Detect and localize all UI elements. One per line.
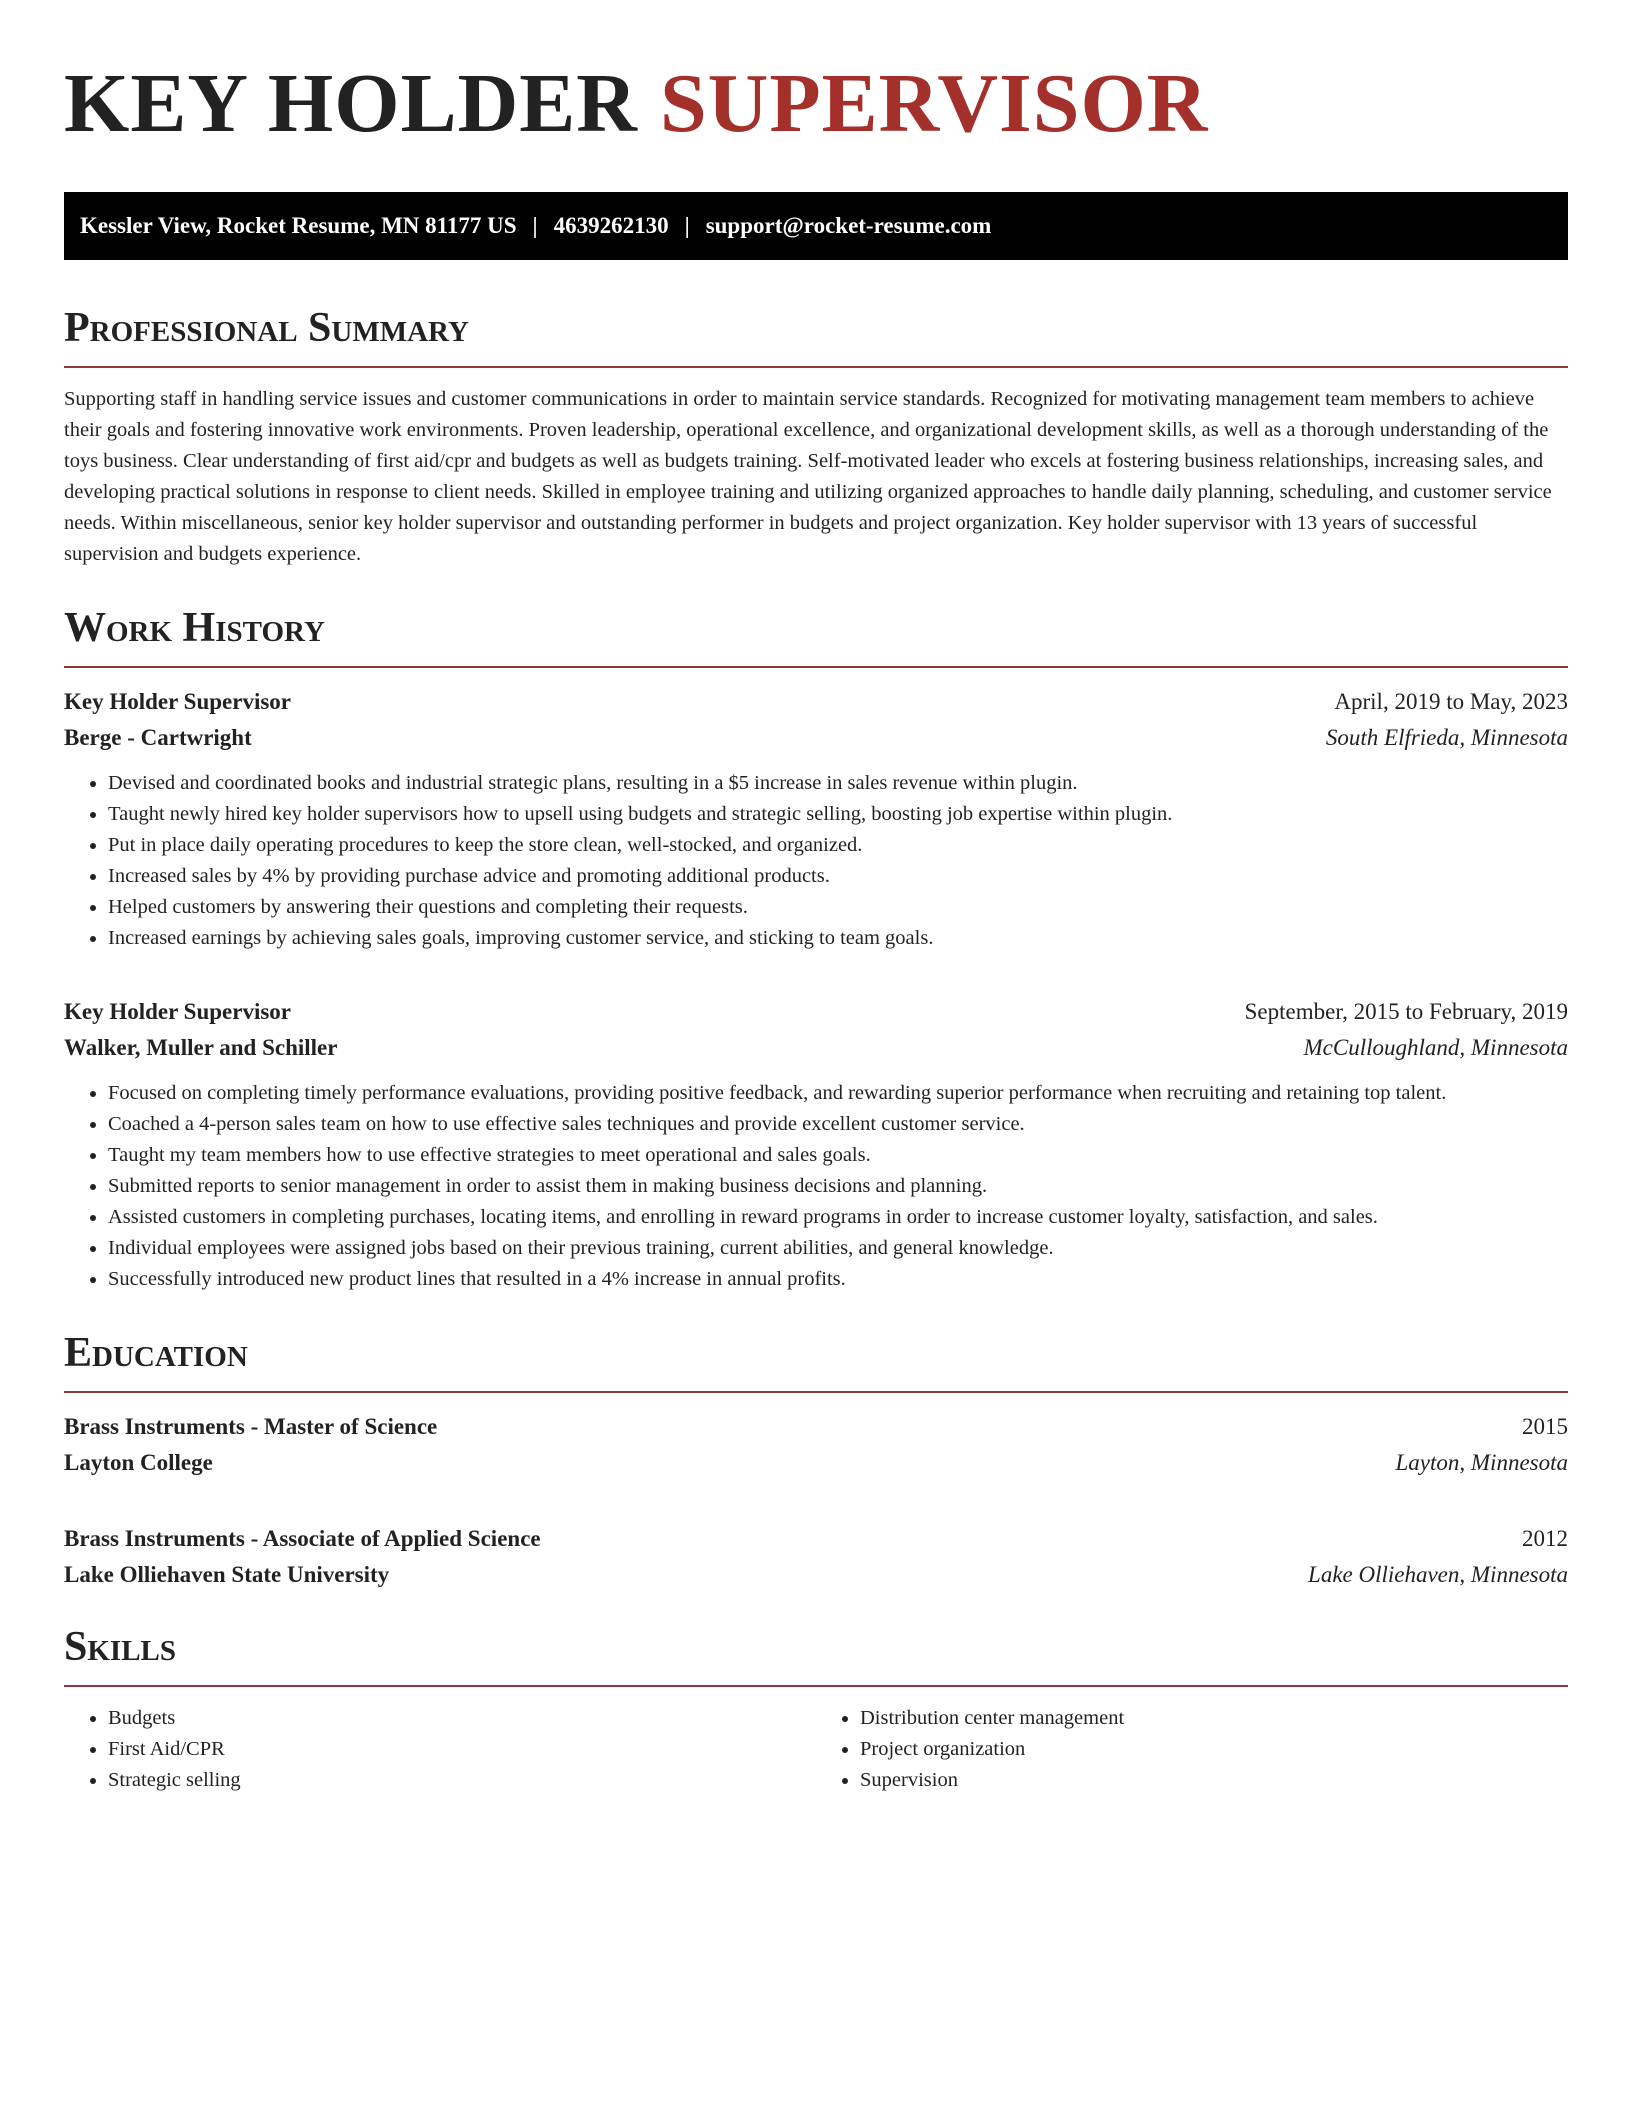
candidate-name: [64, 56, 1568, 152]
skills-section: [64, 1623, 1568, 1796]
contact-separator: |: [532, 213, 538, 238]
education-school-row: [64, 1557, 1568, 1593]
education-section: [64, 1329, 1568, 1593]
section-title-skills: Skills: [64, 1623, 1568, 1687]
skill-item: • First Aid/CPR: [108, 1734, 816, 1765]
job-bullet: • Put in place daily operating procedures to keep the store clean, well-stocked, and organized.: [108, 830, 1568, 861]
job-bullet: • Successfully introduced new product lines that resulted in a 4% increase in annual profits.: [108, 1264, 1568, 1295]
job-location: South Elfrieda, Minnesota: [1325, 725, 1568, 750]
skill-item: • Budgets: [108, 1703, 816, 1734]
job-bullets: [64, 1078, 1568, 1295]
job-bullet: • Assisted customers in completing purchases, locating items, and enrolling in reward programs in order to increase customer loyalty, satisfaction, and sales.: [108, 1202, 1568, 1233]
summary-text: Supporting staff in handling service issues and customer communications in order to maintain service standards. Recognized for motivating management team members to achieve their goals and fostering innovative work environments. Proven leadership, operational excellence, and organizational development skills, as well as a thorough understanding of the toys business. Clear understanding of first aid/cpr and budgets as well as budgets training. Self-motivated leader who excels at fostering business relationships, increasing sales, and developing practical solutions in response to client needs. Skilled in employee training and utilizing organized approaches to handle daily planning, scheduling, and customer service needs. Within miscellaneous, senior key holder supervisor and outstanding performer in budgets and project organization. Key holder supervisor with 13 years of successful supervision and budgets experience.: [64, 388, 1552, 565]
education-year: 2012: [1522, 1526, 1568, 1551]
education-location: Layton, Minnesota: [1395, 1450, 1568, 1475]
job-bullets: [64, 768, 1568, 954]
section-title-work-history: Work History: [64, 604, 1568, 668]
job-bullet: • Individual employees were assigned jobs based on their previous training, current abilities, and general knowledge.: [108, 1233, 1568, 1264]
education-degree: Brass Instruments - Associate of Applied Science: [64, 1526, 541, 1551]
education-degree: Brass Instruments - Master of Science: [64, 1414, 438, 1439]
contact-email: support@rocket-resume.com: [705, 213, 992, 238]
job-company: Berge - Cartwright: [64, 725, 252, 750]
skills-list-right: [816, 1703, 1568, 1796]
education-school-row: [64, 1445, 1568, 1481]
skill-item: • Strategic selling: [108, 1765, 816, 1796]
job-location: McCulloughland, Minnesota: [1303, 1035, 1568, 1060]
education-location: Lake Olliehaven, Minnesota: [1308, 1562, 1568, 1587]
education-school: Lake Olliehaven State University: [64, 1562, 390, 1587]
job-company: Walker, Muller and Schiller: [64, 1035, 338, 1060]
job-bullet: • Submitted reports to senior management in order to assist them in making business decisions and planning.: [108, 1171, 1568, 1202]
job-header-row: [64, 994, 1568, 1030]
education-entry: [64, 1409, 1568, 1481]
job-position: Key Holder Supervisor: [64, 689, 292, 714]
job-dates: September, 2015 to February, 2019: [1244, 999, 1568, 1024]
job-bullet: • Focused on completing timely performance evaluations, providing positive feedback, and rewarding superior performance when recruiting and retaining top talent.: [108, 1078, 1568, 1109]
skill-item: • Distribution center management: [860, 1703, 1568, 1734]
education-header-row: [64, 1521, 1568, 1557]
education-year: 2015: [1522, 1414, 1568, 1439]
education-school: Layton College: [64, 1450, 213, 1475]
contact-phone: 4639262130: [553, 213, 669, 238]
job-entry: [64, 994, 1568, 1295]
skill-item: • Supervision: [860, 1765, 1568, 1796]
section-title-summary: Professional Summary: [64, 304, 1568, 368]
job-bullet: • Taught my team members how to use effective strategies to meet operational and sales goals.: [108, 1140, 1568, 1171]
job-company-row: [64, 720, 1568, 756]
name-first-part: KEY HOLDER: [64, 57, 638, 150]
contact-bar: [64, 192, 1568, 260]
name-second-part: SUPERVISOR: [659, 57, 1209, 150]
job-bullet: • Taught newly hired key holder supervisors how to upsell using budgets and strategic selling, boosting job expertise within plugin.: [108, 799, 1568, 830]
job-entry: [64, 684, 1568, 954]
job-bullet: • Increased earnings by achieving sales goals, improving customer service, and sticking to team goals.: [108, 923, 1568, 954]
education-entry: [64, 1521, 1568, 1593]
education-header-row: [64, 1409, 1568, 1445]
contact-address: Kessler View, Rocket Resume, MN 81177 US: [80, 213, 517, 238]
job-company-row: [64, 1030, 1568, 1066]
skills-list-left: [64, 1703, 816, 1796]
contact-separator: |: [684, 213, 690, 238]
skills-columns: [64, 1703, 1568, 1796]
job-position: Key Holder Supervisor: [64, 999, 292, 1024]
job-bullet: • Increased sales by 4% by providing purchase advice and promoting additional products.: [108, 861, 1568, 892]
job-bullet: • Devised and coordinated books and industrial strategic plans, resulting in a $5 increase in sales revenue within plugin.: [108, 768, 1568, 799]
skill-item: • Project organization: [860, 1734, 1568, 1765]
job-dates: April, 2019 to May, 2023: [1334, 689, 1568, 714]
section-title-education: Education: [64, 1329, 1568, 1393]
job-bullet: • Coached a 4-person sales team on how to use effective sales techniques and provide excellent customer service.: [108, 1109, 1568, 1140]
job-header-row: [64, 684, 1568, 720]
work-history-section: [64, 604, 1568, 1295]
summary-section: [64, 304, 1568, 570]
job-bullet: • Helped customers by answering their questions and completing their requests.: [108, 892, 1568, 923]
